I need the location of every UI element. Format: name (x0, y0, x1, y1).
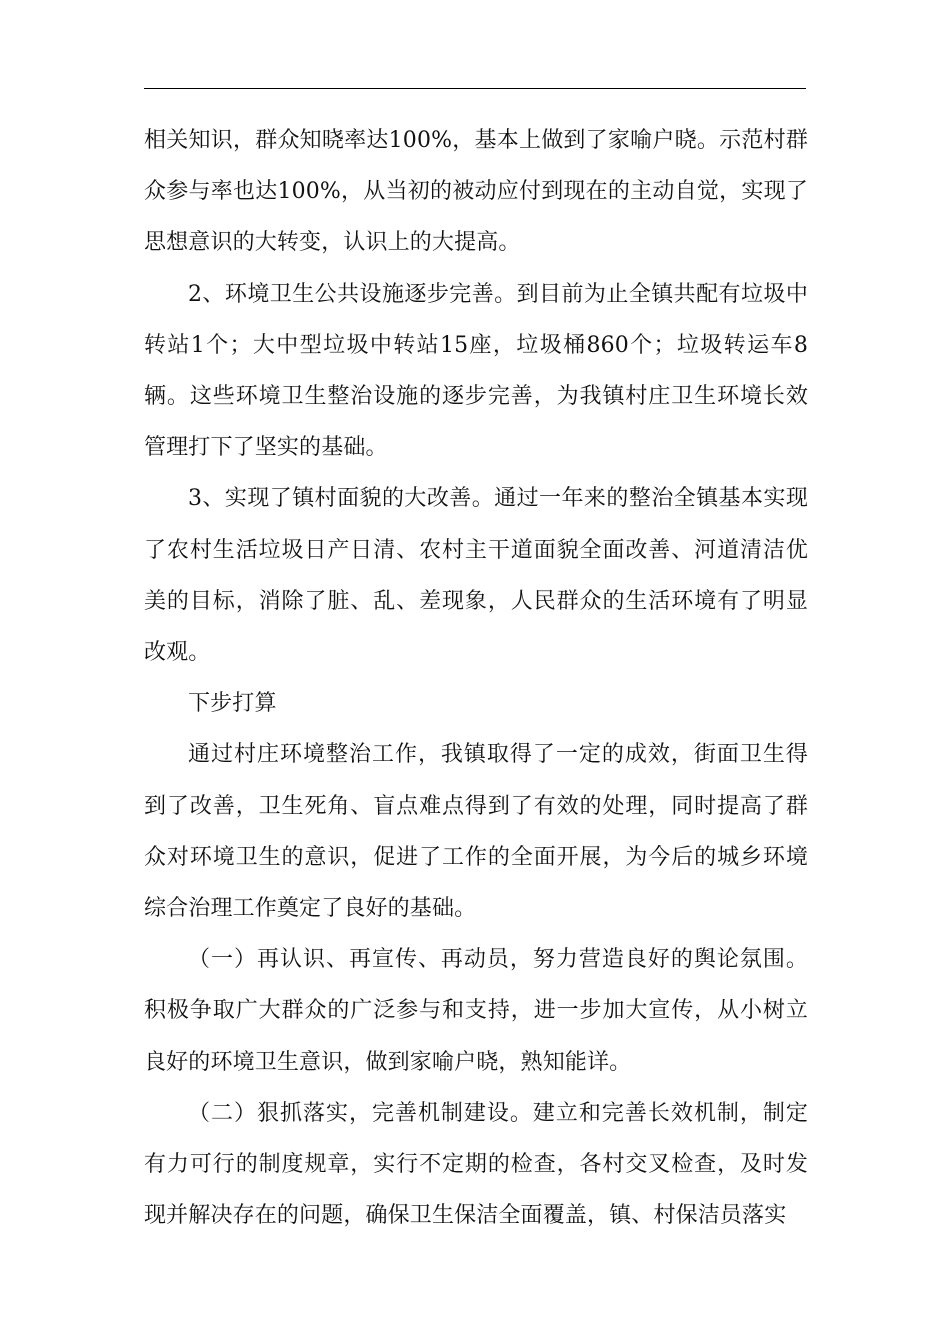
section-heading-next-steps: 下步打算 (188, 691, 277, 717)
paragraph-item-two: （二）狠抓落实，完善机制建设。建立和完善长效机制，制定有力可行的制度规章，实行不定期的检查，各村交叉检查，及时发现并解决存在的问题，确保卫生保洁全面覆盖，镇、村保洁员落实 (144, 1100, 808, 1229)
header-rule (144, 88, 806, 89)
document-body (144, 115, 808, 1241)
paragraph-item-one: （一）再认识、再宣传、再动员，努力营造良好的舆论氛围。积极争取广大群众的广泛参与和支持，进一步加大宣传，从小树立良好的环境卫生意识，做到家喻户晓，熟知能详。 (144, 947, 808, 1075)
paragraph-village-improvement: 3、实现了镇村面貌的大改善。通过一年来的整治全镇基本实现了农村生活垃圾日产日清、农村主干道面貌全面改善、河道清洁优美的目标，消除了脏、乱、差现象，人民群众的生活环境有了明显改观。 (144, 486, 808, 666)
paragraph-awareness-results: 相关知识，群众知晓率达100%，基本上做到了家喻户晓。示范村群众参与率也达100%，从当初的被动应付到现在的主动自觉，实现了思想意识的大转变，认识上的大提高。 (144, 128, 808, 256)
paragraph-next-steps-intro: 通过村庄环境整治工作，我镇取得了一定的成效，街面卫生得到了改善，卫生死角、盲点难点得到了有效的处理，同时提高了群众对环境卫生的意识，促进了工作的全面开展，为今后的城乡环境综合治理工作奠定了良好的基础。 (144, 742, 808, 922)
paragraph-sanitation-facilities: 2、环境卫生公共设施逐步完善。到目前为止全镇共配有垃圾中转站1个；大中型垃圾中转站15座，垃圾桶860个；垃圾转运车8辆。这些环境卫生整治设施的逐步完善，为我镇村庄卫生环境长效管理打下了坚实的基础。 (144, 281, 808, 461)
